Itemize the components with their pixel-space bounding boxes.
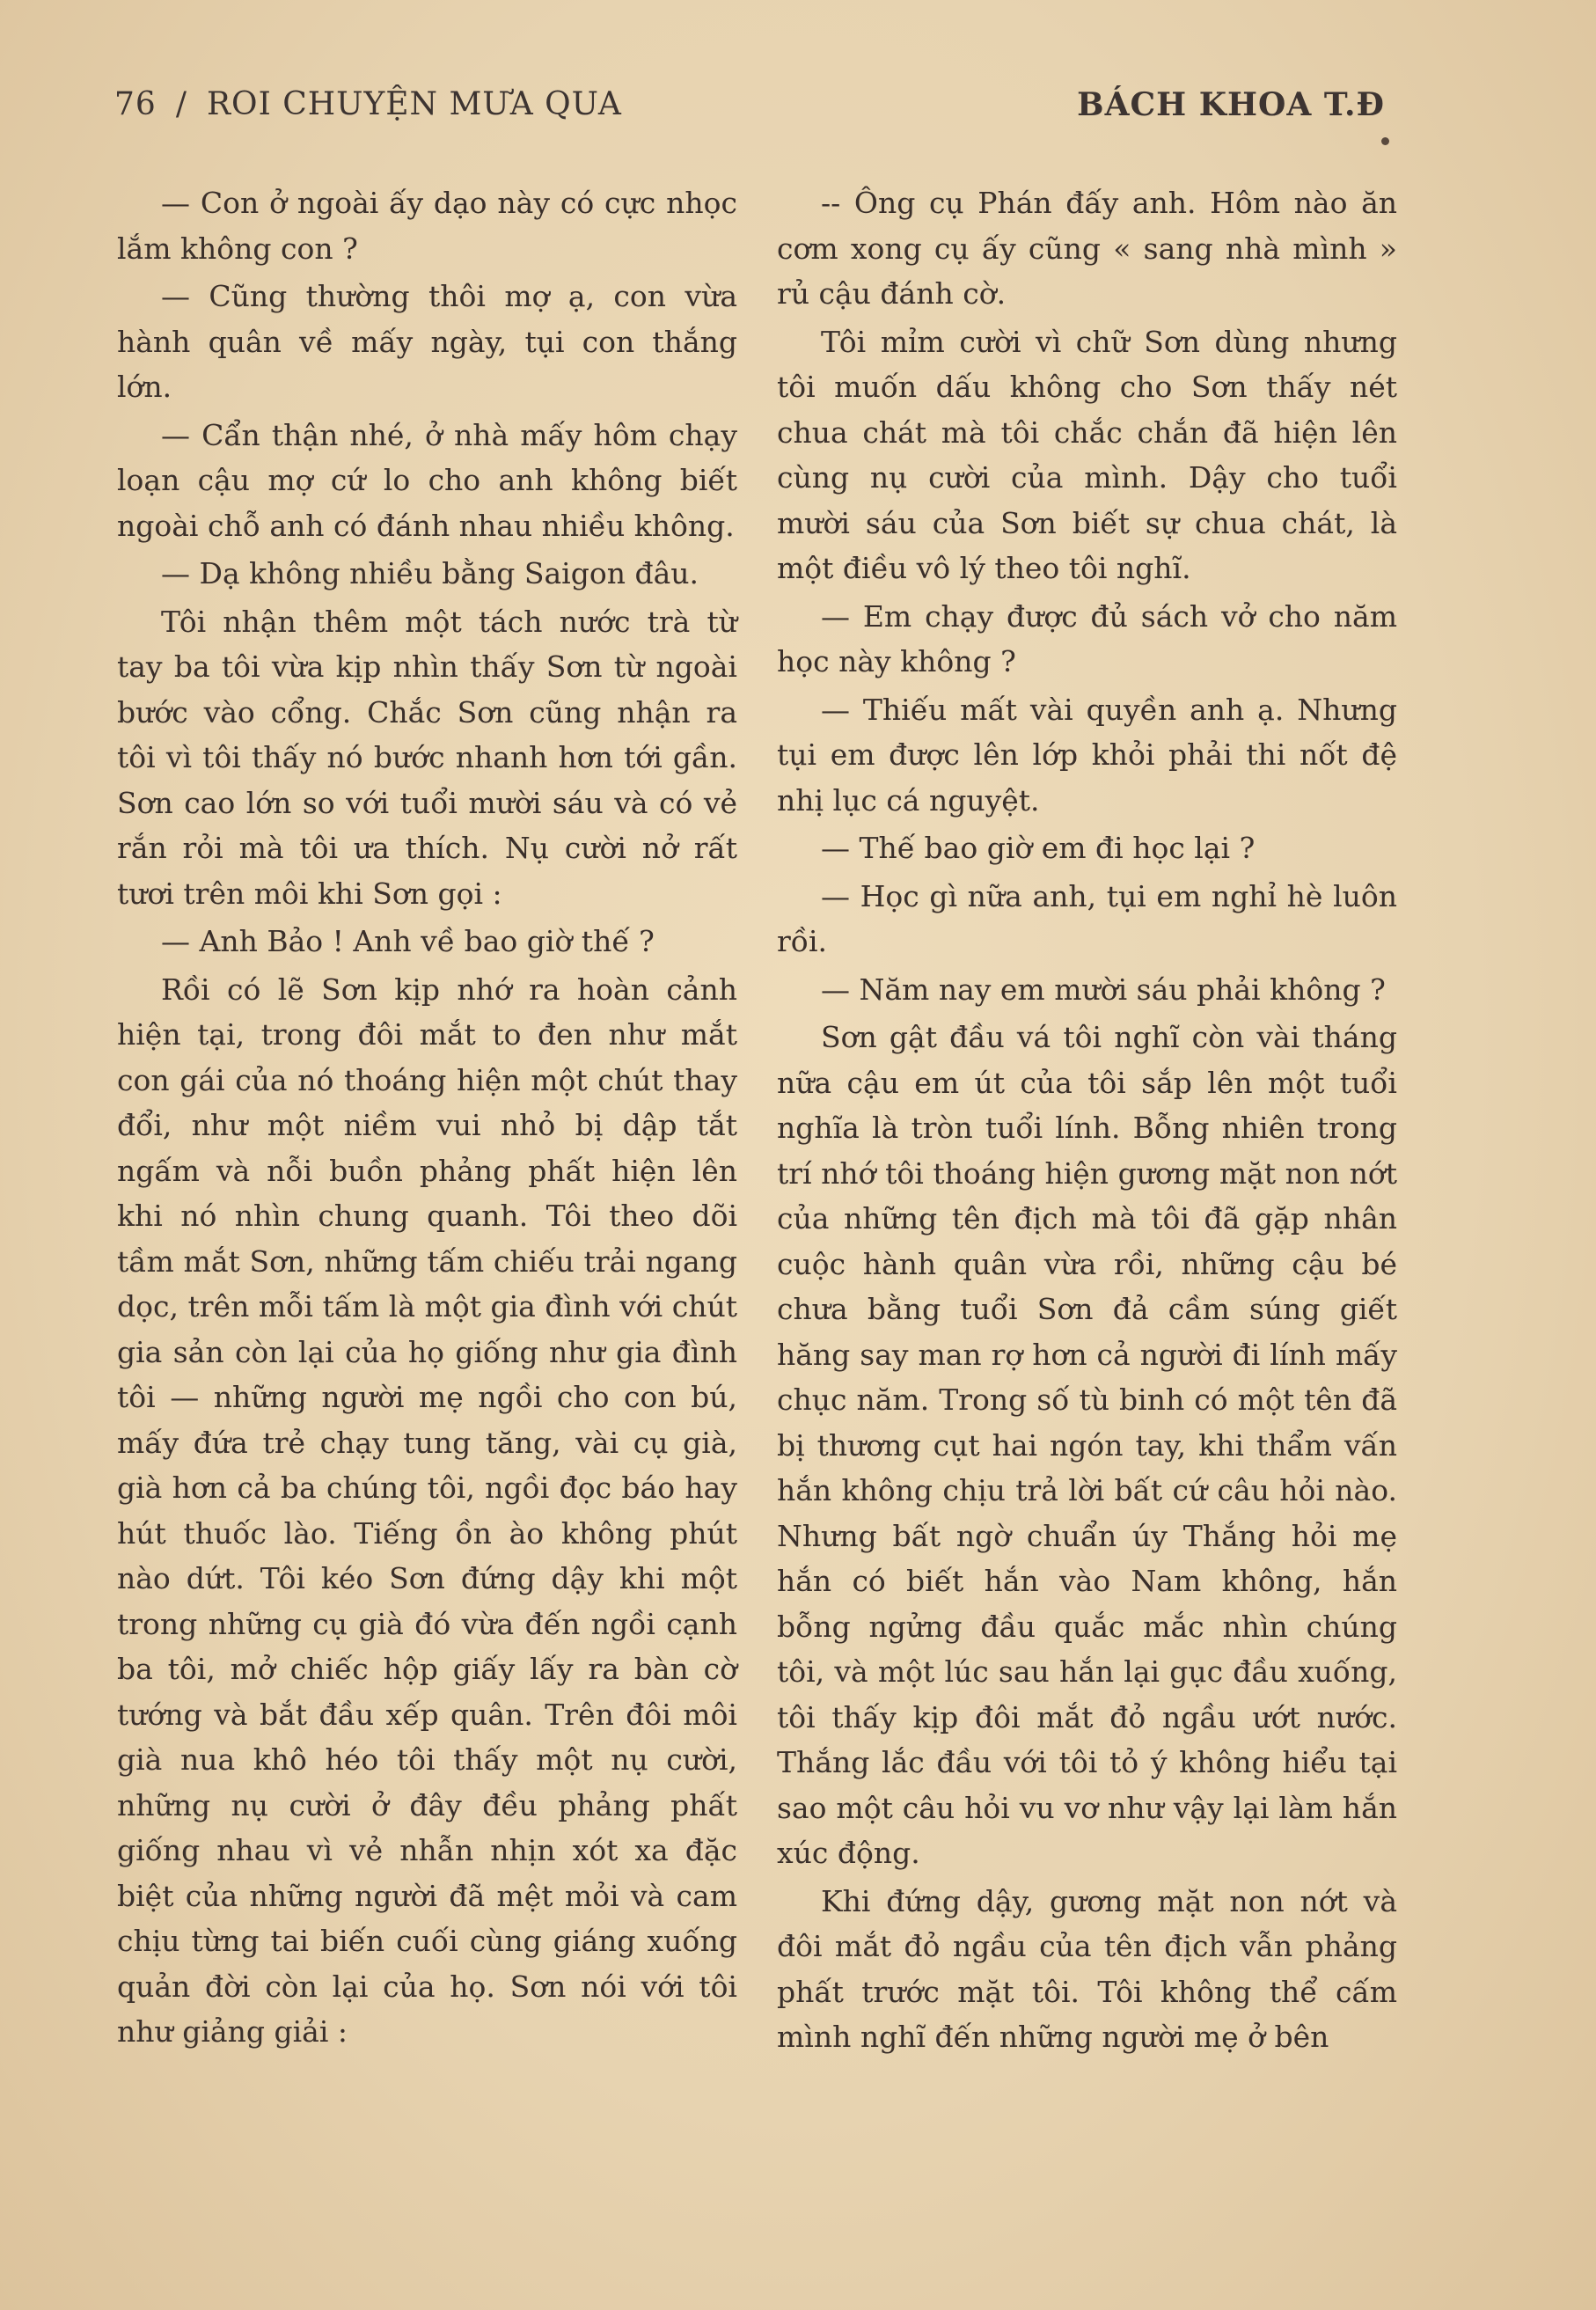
page-number: 76 [114,86,157,122]
header-left [114,86,622,122]
page-header [114,86,1385,139]
right-column [777,180,1397,2063]
paragraph: Sơn gật đầu vá tôi nghĩ còn vài tháng nữa cậu em út của tôi sắp lên một tuổi nghĩa là tròn tuổi lính. Bỗng nhiên trong trí nhớ tôi thoáng hiện gương mặt non nớt của những tên địch mà tôi đã gặp nhân cuộc hành quân vừa rồi, những cậu bé chưa bằng tuổi Sơn đả cầm súng giết hăng say man rợ hơn cả người đi lính mấy chục năm. Trong số tù binh có một tên đã bị thương cụt hai ngón tay, khi thẩm vấn hắn không chịu trả lời bất cứ câu hỏi nào. Nhưng bất ngờ chuẩn úy Thắng hỏi mẹ hắn có biết hắn vào Nam không, hắn bỗng ngửng đầu quắc mắc nhìn chúng tôi, và một lúc sau hắn lại gục đầu xuống, tôi thấy kịp đôi mắt đỏ ngầu ướt nước. Thắng lắc đầu với tôi tỏ ý không hiểu tại sao một câu hỏi vu vơ như vậy lại làm hắn xúc động. [777,1020,1397,1870]
paragraph: Rồi có lẽ Sơn kịp nhớ ra hoàn cảnh hiện tại, trong đôi mắt to đen như mắt con gái của nó thoáng hiện một chút thay đổi, như một niềm vui nhỏ bị dập tắt ngấm và nỗi buồn phảng phất hiện lên khi nó nhìn chung quanh. Tôi theo dõi tầm mắt Sơn, những tấm chiếu trải ngang dọc, trên mỗi tấm là một gia đình với chút gia sản còn lại của họ giống như gia đình tôi — những người mẹ ngồi cho con bú, mấy đứa trẻ chạy tung tăng, vài cụ già, già hơn cả ba chúng tôi, ngồi đọc báo hay hút thuốc lào. Tiếng ồn ào không phút nào dứt. Tôi kéo Sơn đứng dậy khi một trong những cụ già đó vừa đến ngồi cạnh ba tôi, mở chiếc hộp giấy lấy ra bàn cờ tướng và bắt đầu xếp quân. Trên đôi môi già nua khô héo tôi thấy một nụ cười, những nụ cười ở đây đều phảng phất giống nhau vì vẻ nhẫn nhịn xót xa đặc biệt của những người đã mệt mỏi và cam chịu từng tai biến cuối cùng giáng xuống quản đời còn lại của họ. Sơn nói với tôi như giảng giải : [117,972,737,2049]
paragraph: — Năm nay em mười sáu phải không ? [821,972,1386,1007]
paragraph: — Em chạy được đủ sách vở cho năm học này không ? [777,598,1397,678]
print-speck [1381,137,1389,145]
left-column [117,180,737,2057]
paragraph: — Con ở ngoài ấy dạo này có cực nhọc lắm không con ? [117,186,737,266]
section-title: ROI CHUYỆN MƯA QUA [206,86,622,122]
paragraph: — Dạ không nhiều bằng Saigon đâu. [161,556,699,590]
paragraph: — Cũng thường thôi mợ ạ, con vừa hành quân về mấy ngày, tụi con thắng lớn. [117,279,737,404]
header-separator: / [175,86,187,122]
paragraph: Tôi nhận thêm một tách nước trà từ tay ba tôi vừa kịp nhìn thấy Sơn từ ngoài bước vào cổng. Chắc Sơn cũng nhận ra tôi vì tôi thấy nó bước nhanh hơn tới gần. Sơn cao lớn so với tuổi mười sáu và có vẻ rắn rỏi mà tôi ưa thích. Nụ cười nở rất tươi trên môi khi Sơn gọi : [117,604,737,911]
paragraph: — Thiếu mất vài quyền anh ạ. Nhưng tụi em được lên lớp khỏi phải thi nốt đệ nhị lục cá nguyệt. [777,692,1397,818]
publication-name: BÁCH KHOA T.Đ [1077,86,1385,123]
paragraph: — Thế bao giờ em đi học lại ? [821,831,1256,865]
paragraph: — Học gì nữa anh, tụi em nghỉ hè luôn rồi. [777,878,1397,958]
paragraph: -- Ông cụ Phán đấy anh. Hôm nào ăn cơm xong cụ ấy cũng « sang nhà mình » rủ cậu đánh cờ. [777,186,1397,311]
paragraph: — Cẩn thận nhé, ở nhà mấy hôm chạy loạn cậu mợ cứ lo cho anh không biết ngoài chỗ anh có đánh nhau nhiều không. [117,417,737,543]
paragraph: Khi đứng dậy, gương mặt non nớt và đôi mắt đỏ ngầu của tên địch vẫn phảng phất trước mặt tôi. Tôi không thể cấm mình nghĩ đến những người mẹ ở bên [777,1883,1397,2054]
paragraph: Tôi mỉm cười vì chữ Sơn dùng nhưng tôi muốn dấu không cho Sơn thấy nét chua chát mà tôi chắc chắn đã hiện lên cùng nụ cười của mình. Dậy cho tuổi mười sáu của Sơn biết sự chua chát, là một điều vô lý theo tôi nghĩ. [777,324,1397,585]
paragraph: — Anh Bảo ! Anh về bao giờ thế ? [161,924,655,958]
